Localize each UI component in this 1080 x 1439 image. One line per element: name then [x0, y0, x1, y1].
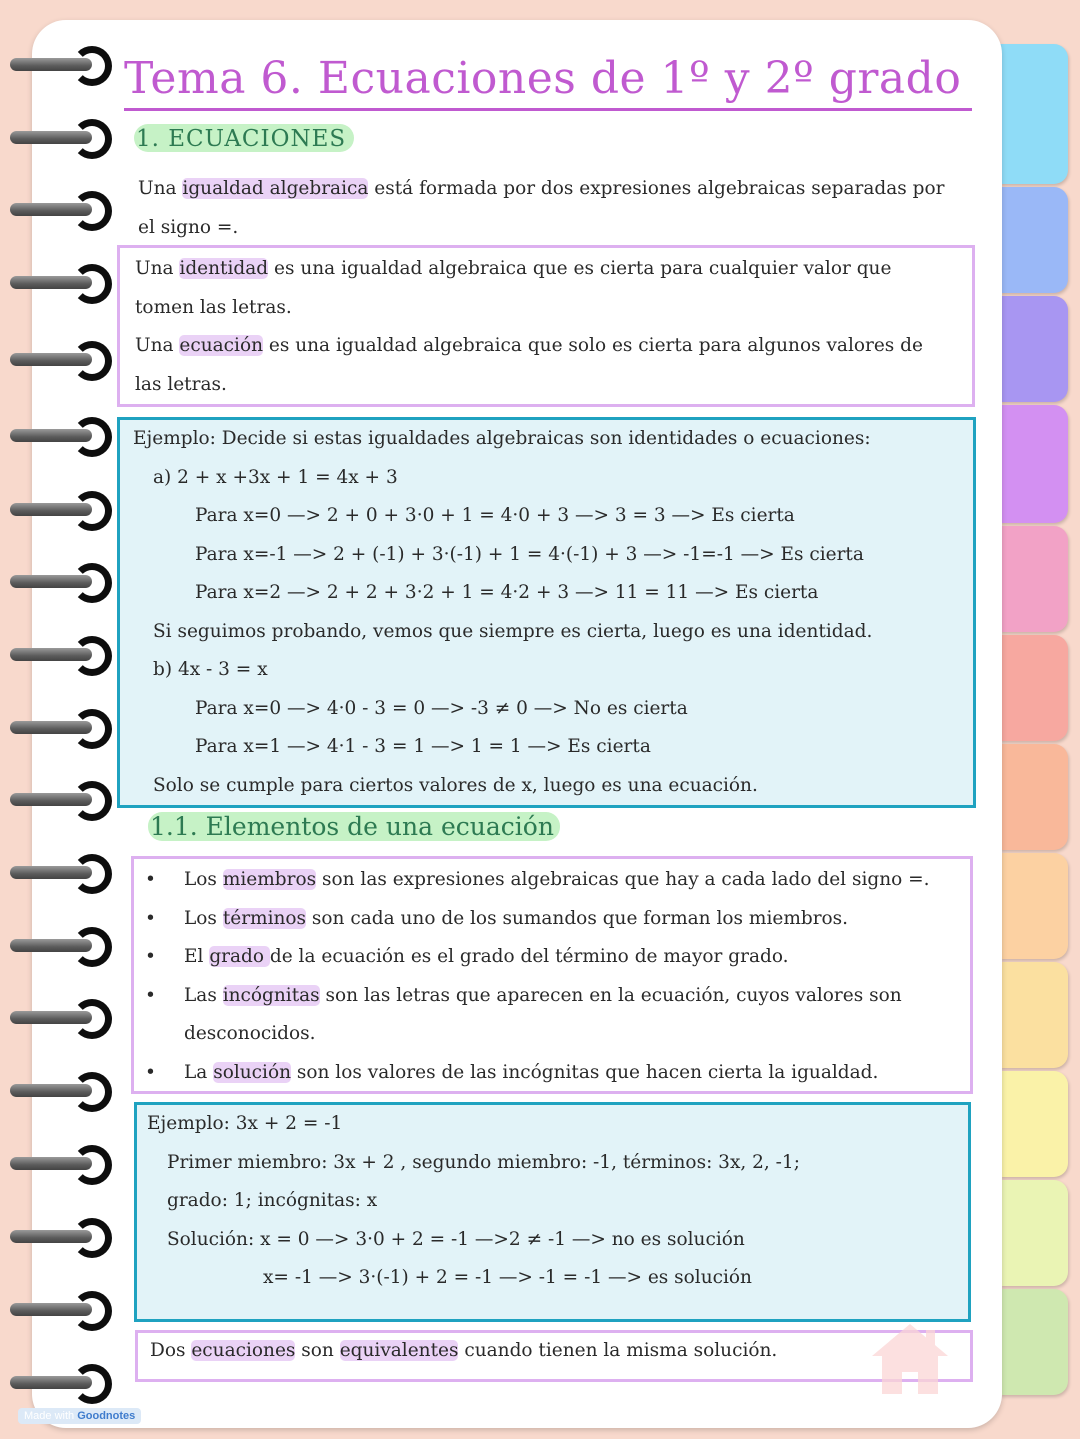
ring-icon [10, 490, 106, 530]
term-highlight: igualdad algebraica [182, 178, 369, 199]
example-box-identities: Ejemplo: Decide si estas igualdades algebraicas son identidades o ecuaciones: a) 2 + x +3x + 1 = 4x + 3 Para x=0 —> 2 + 0 + 3·0 + 1 = 4·0 + 3 —> 3 = 3 —> Es cierta Para x=-1 —> 2 + (-1) + 3·(-1) + 1 = 4·(-1) + 3 —> -1=-1 —> Es cierta Para x=2 —> 2 + 2 + 3·2 + 1 = 4·2 + 3 —> 11 = 11 —> Es cierta Si seguimos probando, vemos que siempre es cierta, luego es una identidad. b) 4x - 3 = x Para x=0 —> 4·0 - 3 = 0 —> -3 ≠ 0 —> No es cierta Para x=1 —> 4·1 - 3 = 1 —> 1 = 1 —> Es cierta Solo se cumple para ciertos valores de x, luego es una ecuación. [117, 417, 976, 808]
ring-icon [10, 340, 106, 380]
list-item: • Los miembros son las expresiones algebraicas que hay a cada lado del signo =. [145, 869, 930, 890]
ring-icon [10, 853, 106, 893]
ring-icon [10, 1290, 106, 1330]
section-heading-elementos: 1.1. Elementos de una ecuación [148, 812, 560, 841]
ring-icon [10, 1217, 106, 1257]
list-item: • El grado de la ecuación es el grado del término de mayor grado. [145, 946, 789, 967]
term-identidad: identidad [179, 258, 269, 279]
tab-10[interactable] [1000, 1071, 1068, 1177]
ring-icon [10, 635, 106, 675]
list-item: • Los términos son cada uno de los sumandos que forman los miembros. [145, 907, 849, 929]
ring-icon [10, 45, 106, 85]
ring-icon [10, 998, 106, 1038]
ring-icon [10, 263, 106, 303]
section-tabs [1000, 44, 1070, 1399]
equivalent-box: Dos ecuaciones son equivalentes cuando tienen la misma solución. [135, 1330, 973, 1382]
tab-6[interactable] [1000, 635, 1068, 741]
tab-11[interactable] [1000, 1180, 1068, 1286]
ring-icon [10, 118, 106, 158]
ring-icon [10, 1071, 106, 1111]
tab-4[interactable] [1000, 405, 1068, 523]
ring-icon [10, 562, 106, 602]
tab-12[interactable] [1000, 1289, 1068, 1395]
definitions-box: Una identidad es una igualdad algebraica que es cierta para cualquier valor que tomen las letras. Una ecuación es una igualdad algebraica que solo es cierta para algunos valores de las letras. [117, 245, 975, 407]
ring-icon [10, 190, 106, 230]
ring-icon [10, 926, 106, 966]
home-icon[interactable] [868, 1320, 952, 1396]
section-heading-ecuaciones: 1. ECUACIONES [134, 124, 354, 152]
ring-icon [10, 708, 106, 748]
example-box-elements: Ejemplo: 3x + 2 = -1 Primer miembro: 3x + 2 , segundo miembro: -1, términos: 3x, 2, -1; grado: 1; incógnitas: x Solución: x = 0 —> 3·0 + 2 = -1 —>2 ≠ -1 —> no es solución x= -1 —> 3·(-1) + 2 = -1 —> -1 = -1 —> es solución [134, 1102, 971, 1322]
page-title: Tema 6. Ecuaciones de 1º y 2º grado [124, 50, 972, 111]
tab-1[interactable] [1000, 44, 1068, 184]
intro-paragraph: Una igualdad algebraica está formada por dos expresiones algebraicas separadas por el signo =. [138, 178, 945, 238]
tab-2[interactable] [1000, 187, 1068, 293]
tab-8[interactable] [1000, 853, 1068, 959]
ring-icon [10, 780, 106, 820]
ring-icon [10, 1144, 106, 1184]
tab-5[interactable] [1000, 526, 1068, 632]
list-item-continuation: desconocidos. [184, 1023, 316, 1044]
goodnotes-watermark: Made with Goodnotes [18, 1408, 141, 1424]
term-ecuacion: ecuación [179, 335, 264, 356]
list-item: • La solución son los valores de las incógnitas que hacen cierta la igualdad. [145, 1061, 879, 1083]
ring-icon [10, 1363, 106, 1403]
tab-9[interactable] [1000, 962, 1068, 1068]
tab-3[interactable] [1000, 296, 1068, 402]
tab-7[interactable] [1000, 744, 1068, 850]
elements-box [131, 856, 973, 1094]
ring-icon [10, 416, 106, 456]
list-item: • Las incógnitas son las letras que aparecen en la ecuación, cuyos valores son [145, 984, 902, 1006]
